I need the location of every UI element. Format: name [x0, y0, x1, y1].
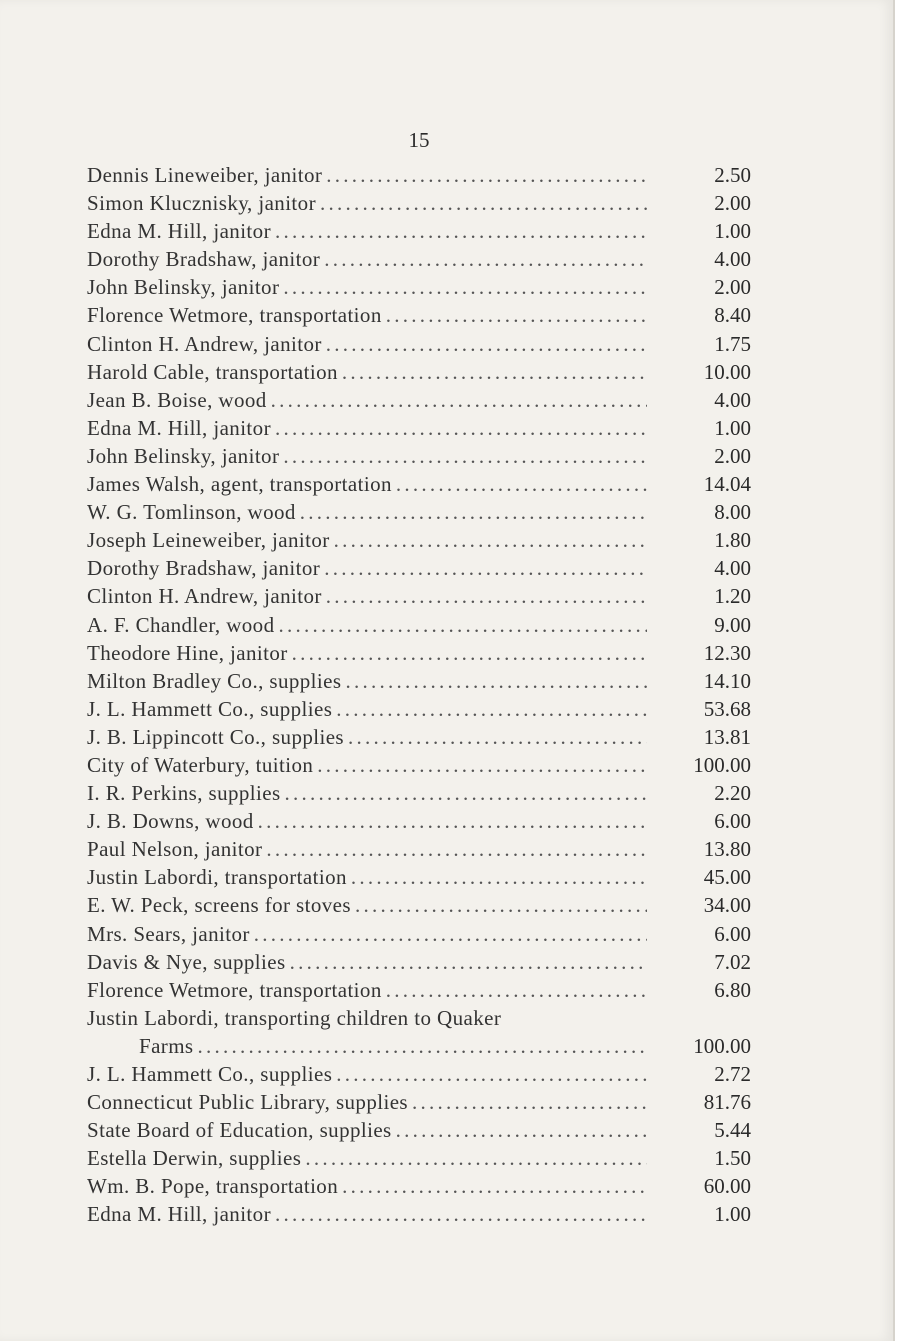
entry-label: Dennis Lineweiber, janitor [87, 163, 326, 187]
ledger-entry-continuation [87, 1032, 751, 1060]
ledger-entry [87, 723, 751, 751]
ledger-entry [87, 863, 751, 891]
ledger-entry [87, 751, 751, 779]
ledger-entry [87, 695, 751, 723]
ledger-entry [87, 498, 751, 526]
entry-amount: 2.00 [714, 191, 751, 216]
entry-label: Simon Kluczniskу, janitor [87, 191, 320, 215]
entry-label: Clinton H. Andrew, janitor [87, 584, 326, 608]
entry-label: Mrs. Sears, janitor [87, 922, 254, 946]
ledger-entry [87, 1060, 751, 1088]
entry-amount: 34.00 [703, 893, 751, 918]
entry-amount: 12.30 [703, 640, 751, 665]
ledger-entry [87, 1088, 751, 1116]
ledger-entry [87, 526, 751, 554]
ledger-entry [87, 639, 751, 667]
ledger-entry [87, 386, 751, 414]
entry-label: Edna M. Hill, janitor [87, 1202, 275, 1226]
entry-label: Farms [139, 1034, 198, 1058]
page-number: 15 [408, 128, 430, 152]
ledger-entry [87, 245, 751, 273]
ledger-entry [87, 582, 751, 610]
entry-label: Paul Nelson, janitor [87, 837, 266, 861]
ledger-entry [87, 1004, 751, 1032]
ledger-entry [87, 807, 751, 835]
entry-label: Florence Wetmore, transportation [87, 978, 386, 1002]
ledger-entry [87, 1200, 751, 1228]
entry-label: Florence Wetmore, transportation [87, 303, 386, 327]
entry-amount: 1.20 [714, 584, 751, 609]
entry-label: J. B. Lippincott Co., supplies [87, 725, 348, 749]
entry-amount: 60.00 [703, 1174, 751, 1199]
ledger-entry [87, 161, 751, 189]
entry-label: Jean B. Boise, wood [87, 388, 271, 412]
ledger-entry [87, 273, 751, 301]
entry-amount: 100.00 [693, 752, 751, 777]
entry-label: W. G. Tomlinson, wood [87, 500, 300, 524]
entry-label: James Walsh, agent, transportation [87, 472, 396, 496]
entry-amount: 13.80 [703, 837, 751, 862]
ledger-entry [87, 470, 751, 498]
ledger-entry [87, 358, 751, 386]
entry-label: Milton Bradley Co., supplies [87, 669, 345, 693]
expense-ledger [87, 161, 751, 1229]
entry-amount: 6.00 [714, 809, 751, 834]
ledger-entry [87, 414, 751, 442]
entry-amount: 2.50 [714, 163, 751, 187]
entry-amount: 1.50 [714, 1146, 751, 1171]
entry-label: J. L. Hammett Co., supplies [87, 697, 336, 721]
entry-amount: 7.02 [714, 949, 751, 974]
entry-amount: 4.00 [714, 247, 751, 272]
ledger-entry [87, 920, 751, 948]
ledger-entry [87, 442, 751, 470]
entry-label: J. L. Hammett Co., supplies [87, 1062, 336, 1086]
ledger-entry [87, 1144, 751, 1172]
entry-label: I. R. Perkins, supplies [87, 781, 285, 805]
entry-label: City of Waterbury, tuition [87, 753, 317, 777]
entry-amount: 45.00 [703, 865, 751, 890]
entry-amount: 14.04 [703, 472, 751, 497]
entry-amount: 8.40 [714, 303, 751, 328]
entry-amount: 1.00 [714, 1202, 751, 1227]
entry-label: Justin Labordi, transportation [87, 865, 351, 889]
entry-label: John Belinsky, janitor [87, 444, 283, 468]
entry-label: Wm. B. Pope, transportation [87, 1174, 342, 1198]
entry-label: A. F. Chandler, wood [87, 613, 278, 637]
entry-label: Davis & Nye, supplies [87, 950, 290, 974]
entry-amount: 6.80 [714, 977, 751, 1002]
entry-label: John Belinsky, janitor [87, 275, 283, 299]
ledger-entry [87, 976, 751, 1004]
entry-amount: 2.20 [714, 781, 751, 806]
entry-amount: 10.00 [703, 359, 751, 384]
ledger-entry [87, 948, 751, 976]
entry-amount: 1.00 [714, 415, 751, 440]
entry-amount: 13.81 [703, 724, 751, 749]
ledger-entry [87, 891, 751, 919]
entry-amount: 2.00 [714, 443, 751, 468]
entry-amount: 1.00 [714, 219, 751, 244]
entry-amount: 6.00 [714, 921, 751, 946]
entry-amount: 81.76 [703, 1090, 751, 1115]
entry-amount: 4.00 [714, 387, 751, 412]
entry-label: Estella Derwin, supplies [87, 1146, 305, 1170]
entry-label: Theodore Hine, janitor [87, 641, 292, 665]
entry-label: State Board of Education, supplies [87, 1118, 396, 1142]
entry-amount: 9.00 [714, 612, 751, 637]
ledger-entry [87, 217, 751, 245]
ledger-entry [87, 330, 751, 358]
entry-label: E. W. Peck, screens for stoves [87, 893, 355, 917]
entry-label: J. B. Downs, wood [87, 809, 258, 833]
entry-label: Justin Labordi, transporting children to Quaker [87, 1006, 505, 1030]
ledger-entry [87, 554, 751, 582]
entry-amount: 4.00 [714, 556, 751, 581]
ledger-entry [87, 301, 751, 329]
entry-label: Joseph Leineweiber, janitor [87, 528, 334, 552]
ledger-entry [87, 1172, 751, 1200]
ledger-entry [87, 189, 751, 217]
ledger-entry [87, 1116, 751, 1144]
entry-amount: 2.00 [714, 275, 751, 300]
entry-label: Edna M. Hill, janitor [87, 416, 275, 440]
entry-label: Clinton H. Andrew, janitor [87, 332, 326, 356]
entry-amount: 2.72 [714, 1062, 751, 1086]
entry-amount: 1.75 [714, 331, 751, 356]
entry-label: Dorothy Bradshaw, janitor [87, 247, 324, 271]
entry-amount: 1.80 [714, 528, 751, 553]
entry-amount: 14.10 [703, 668, 751, 693]
entry-amount: 100.00 [693, 1033, 751, 1058]
ledger-entry [87, 835, 751, 863]
entry-label: Harold Cable, transportation [87, 360, 342, 384]
ledger-entry [87, 779, 751, 807]
ledger-entry [87, 611, 751, 639]
entry-label: Dorothy Bradshaw, janitor [87, 556, 324, 580]
entry-amount: 5.44 [714, 1118, 751, 1143]
ledger-entry [87, 667, 751, 695]
entry-amount: 8.00 [714, 500, 751, 525]
entry-amount: 53.68 [703, 696, 751, 721]
entry-label: Connecticut Public Library, supplies [87, 1090, 412, 1114]
entry-label: Edna M. Hill, janitor [87, 219, 275, 243]
